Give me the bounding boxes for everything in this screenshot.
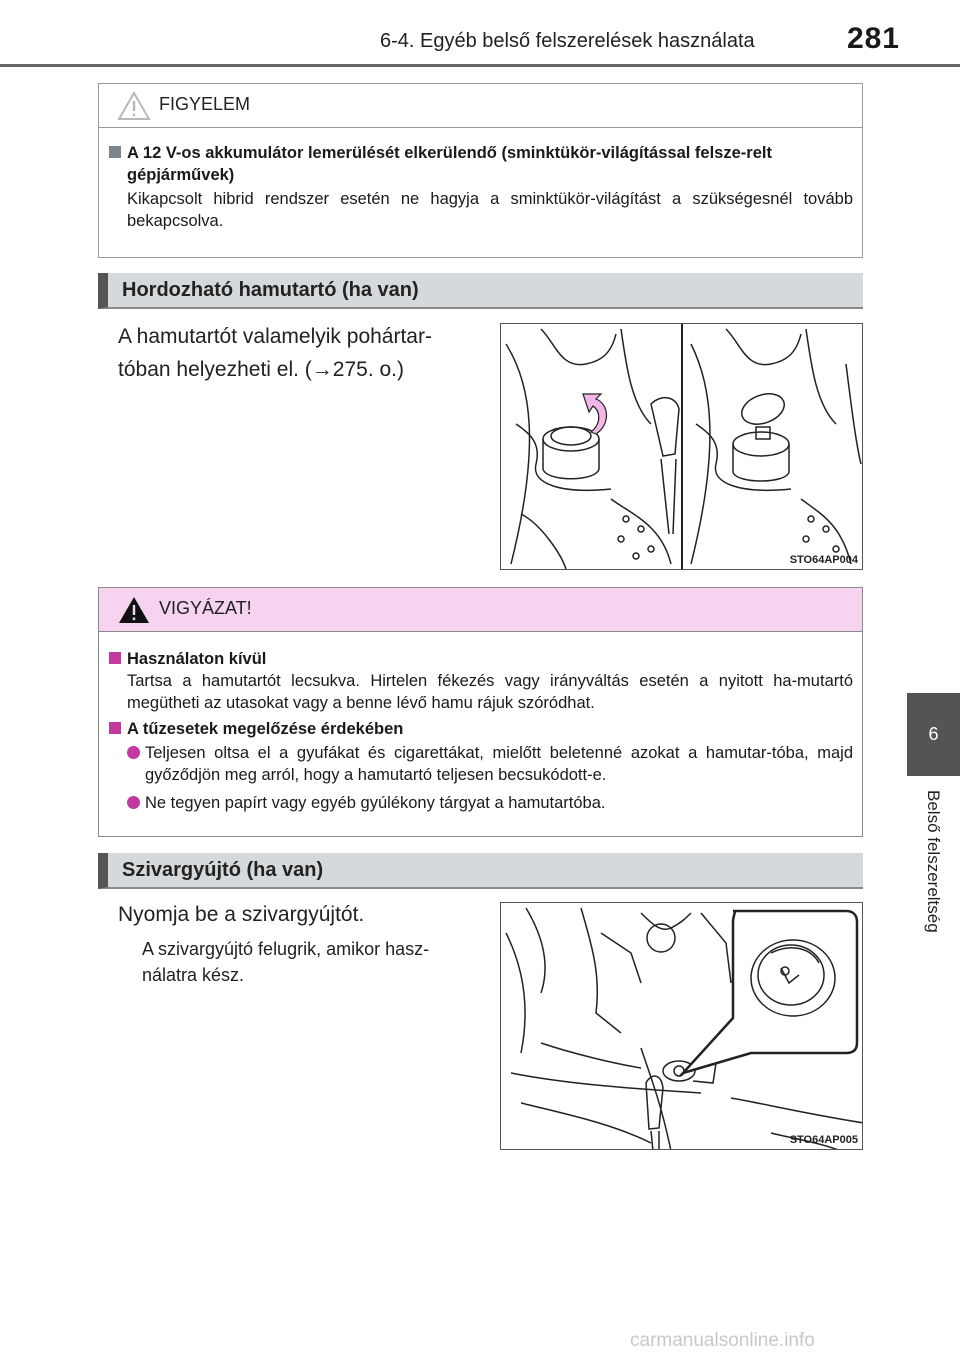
lighter-illustration [500, 902, 863, 1150]
caution-item [109, 718, 853, 814]
caution-item-title-text: A tűzesetek megelőzése érdekében [127, 720, 404, 738]
watermark: carmanualsonline.info [630, 1330, 815, 1351]
warning-box [98, 83, 863, 258]
section-title-ashtray: Hordozható hamutartó (ha van) [122, 279, 419, 301]
square-bullet-icon [109, 722, 121, 734]
section-header-ashtray [98, 273, 863, 309]
caution-item-title [109, 718, 853, 740]
warning-item-title-text: A 12 V-os akkumulátor lemerülését elkerülendő (sminktükör-világítással felsze-relt gépjárművek) [127, 144, 772, 184]
warning-triangle-icon [117, 91, 151, 121]
round-bullet-icon [127, 796, 140, 809]
square-bullet-icon [109, 146, 121, 158]
chapter-tab-label-text: Belső felszereltség [924, 790, 943, 933]
caution-bullet-text: Teljesen oltsa el a gyufákat és cigarettákat, mielőtt beletenné azokat a hamutar-tóba, majd győződjön meg arról, hogy a hamutartó teljesen becsukódott-e. [145, 744, 853, 784]
warning-triangle-icon [117, 595, 151, 625]
caution-box [98, 587, 863, 837]
caution-box-label: VIGYÁZAT! [159, 598, 252, 618]
ashtray-illustration [500, 323, 863, 570]
caution-item-title [109, 648, 853, 670]
caution-bullet-text: Ne tegyen papírt vagy egyéb gyúlékony tárgyat a hamutartóba. [145, 794, 606, 812]
ashtray-body-text: A hamutartót valamelyik pohártar-tóban helyezheti el. (→275. o.) [118, 325, 432, 381]
lighter-drawing [501, 903, 863, 1150]
warning-box-header [99, 84, 862, 128]
warning-item-text: Kikapcsolt hibrid rendszer esetén ne hagyja a sminktükör-világítást a szükségesnél tovább bekapcsolva. [127, 190, 853, 230]
running-header-title: 6-4. Egyéb belső felszerelések használata [380, 30, 755, 52]
caution-bullet [109, 742, 853, 786]
section-title-lighter: Szivargyújtó (ha van) [122, 859, 324, 881]
chapter-tab-label [907, 790, 960, 980]
warning-item [109, 142, 853, 232]
square-bullet-icon [109, 652, 121, 664]
figure-code-ashtray: STO64AP004 [789, 554, 858, 566]
caution-box-header [99, 588, 862, 632]
figure-code-lighter: STO64AP005 [789, 1134, 858, 1146]
round-bullet-icon [127, 746, 140, 759]
warning-box-label: FIGYELEM [159, 94, 251, 114]
header-rule [0, 64, 960, 67]
lighter-body-text: Nyomja be a szivargyújtót. [118, 903, 365, 926]
lighter-note-text: A szivargyújtó felugrik, amikor hasz-nálatra kész. [142, 939, 430, 985]
caution-item [109, 648, 853, 714]
chapter-tab-number: 6 [907, 693, 960, 776]
caution-bullet [109, 792, 853, 814]
page-number: 281 [846, 22, 900, 55]
section-header-lighter [98, 853, 863, 889]
warning-item-title [109, 142, 853, 186]
caution-item-text: Tartsa a hamutartót lecsukva. Hirtelen fékezés vagy irányváltás esetén a nyitott ha-mutartó megütheti az utasokat vagy a benne lévő hamu rájuk szóródhat. [127, 672, 853, 712]
ashtray-drawing [501, 324, 863, 570]
caution-item-title-text: Használaton kívül [127, 650, 267, 668]
